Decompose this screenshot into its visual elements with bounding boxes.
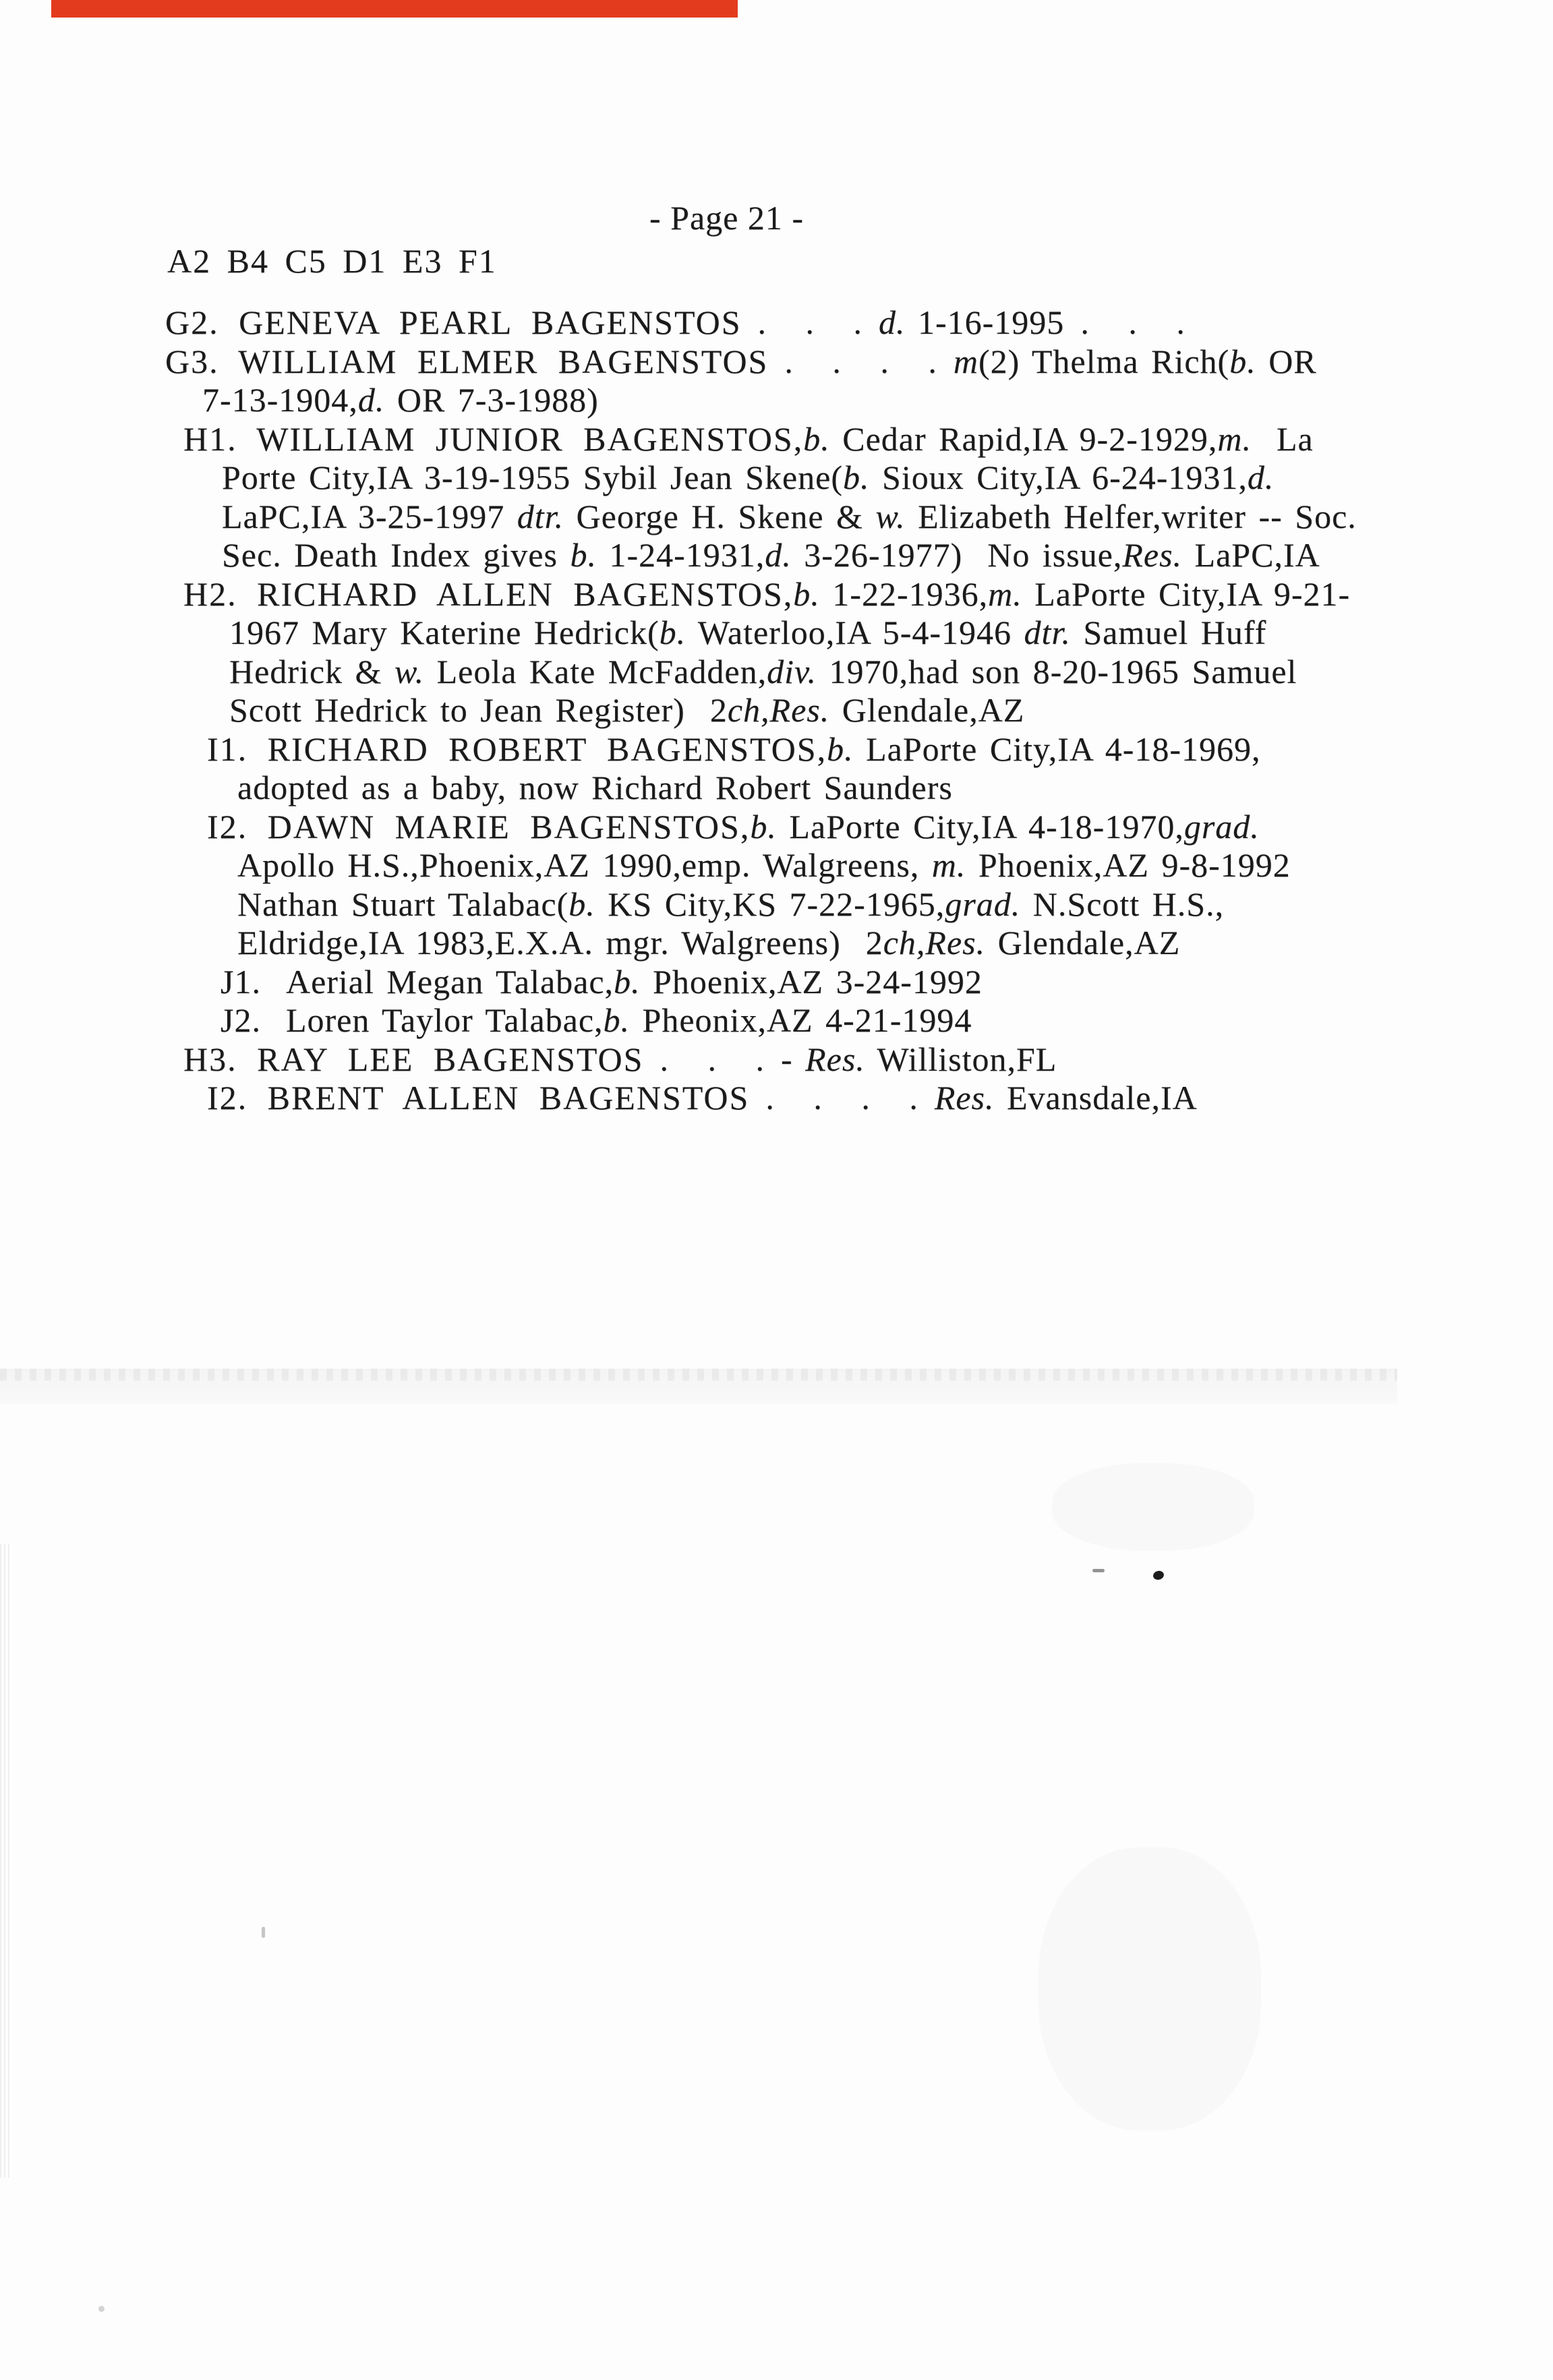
text-segment: w. (875, 497, 906, 535)
text-segment: d. (765, 536, 792, 574)
text-line (165, 575, 1487, 614)
text-segment: b. (793, 574, 820, 613)
text-segment: ch,Res. (727, 691, 830, 729)
text-segment: J2. Loren Taylor Talabac, (221, 1001, 604, 1039)
scan-artifact-ghost-patch-2 (1052, 1463, 1254, 1551)
text-line (165, 924, 1487, 963)
scan-artifact-ghost-patch (1038, 1847, 1261, 2131)
text-segment: LaPorte City,IA 4-18-1969, (853, 730, 1261, 768)
leader-dots: . . . (1080, 303, 1185, 341)
text-segment: Apollo H.S.,Phoenix,AZ 1990,emp. Walgreens, (237, 846, 932, 884)
text-line (165, 1001, 1487, 1040)
text-segment: 1967 Mary Katerine Hedrick( (229, 614, 660, 651)
text-line (165, 1040, 1487, 1079)
text-line (165, 691, 1487, 730)
text-segment: Sec. Death Index gives (222, 536, 570, 574)
text-segment: LaPorte City,IA 4-18-1970, (776, 807, 1184, 845)
text-segment: LaPC,IA 3-25-1997 (222, 497, 517, 535)
text-segment: Williston,FL (865, 1040, 1057, 1078)
leader-dots: . . . . (765, 1079, 918, 1117)
text-segment: b. (614, 962, 641, 1001)
text-segment: I1. RICHARD ROBERT BAGENSTOS, (207, 730, 827, 768)
text-segment: dtr. (517, 497, 564, 535)
text-segment: 1-24-1931, (596, 536, 765, 574)
text-segment: b. (803, 419, 830, 458)
scan-artifact-red-bar (51, 0, 738, 18)
text-line (165, 458, 1487, 498)
text-segment: OR 7-3-1988) (384, 381, 599, 419)
text-segment: b. (603, 1001, 631, 1039)
text-line (165, 1079, 1487, 1118)
text-segment: I2. BRENT ALLEN BAGENSTOS (207, 1079, 750, 1117)
text-segment: 1-16-1995 (905, 303, 1065, 341)
text-segment: KS City,KS 7-22-1965, (595, 885, 945, 923)
text-segment: b. (827, 730, 854, 768)
text-segment: adopted as a baby, now Richard Robert Saunders (237, 769, 953, 806)
text-segment: OR (1256, 342, 1317, 380)
text-segment: Sioux City,IA 6-24-1931, (869, 458, 1248, 496)
genealogy-lines (165, 303, 1487, 1118)
scan-artifact-ink-dot (1152, 1570, 1165, 1581)
text-line (165, 343, 1487, 382)
text-line (165, 614, 1487, 653)
text-segment: N.Scott H.S., (1020, 885, 1225, 923)
text-segment: w. (394, 652, 425, 690)
text-line (165, 769, 1487, 808)
text-segment: Scott Hedrick to Jean Register) 2 (229, 691, 728, 729)
text-segment: d. (1247, 458, 1274, 496)
text-segment: La (1251, 419, 1314, 458)
text-segment: 7-13-1904, (202, 381, 358, 419)
text-segment: Glendale,AZ (829, 691, 1025, 729)
text-segment: 1-22-1936, (819, 574, 989, 613)
text-line (165, 846, 1487, 885)
leader-dots: . . . (660, 1040, 765, 1078)
scan-artifact-small-mark (262, 1927, 265, 1938)
text-segment: grad. (945, 885, 1021, 923)
text-line (165, 963, 1487, 1002)
text-segment: d. (357, 381, 385, 419)
text-segment: Res. (1122, 536, 1183, 574)
text-line (165, 885, 1487, 924)
text-segment: George H. Skene & (564, 497, 876, 535)
text-line (165, 303, 1487, 343)
text-segment: Res. (805, 1040, 865, 1078)
text-line (165, 420, 1487, 459)
leader-dots: . . . (757, 303, 862, 341)
text-segment: 3-26-1977) No issue, (791, 536, 1123, 574)
text-segment: b. (750, 807, 777, 845)
leader-dots: . . . . (784, 342, 937, 380)
text-segment: Hedrick & (229, 652, 394, 690)
scan-artifact-ink-dash (1092, 1569, 1105, 1572)
text-segment: J1. Aerial Megan Talabac, (221, 962, 614, 1001)
text-segment: grad. (1183, 807, 1260, 845)
text-segment: G2. GENEVA PEARL BAGENSTOS (165, 303, 742, 341)
text-segment: (2) Thelma Rich( (978, 342, 1230, 380)
text-segment: b. (568, 885, 595, 923)
text-segment: G3. WILLIAM ELMER BAGENSTOS (165, 342, 769, 380)
text-segment: Samuel Huff (1070, 614, 1267, 651)
text-segment: d. (879, 303, 906, 341)
scan-artifact-edge-streaks (0, 1544, 9, 2178)
text-segment: b. (1229, 342, 1256, 380)
text-line (165, 536, 1487, 575)
text-segment: ch,Res. (883, 924, 986, 961)
text-segment: I2. DAWN MARIE BAGENSTOS, (207, 807, 751, 845)
text-segment: Nathan Stuart Talabac( (237, 885, 569, 923)
text-segment: Waterloo,IA 5-4-1946 (686, 614, 1024, 651)
text-segment: H3. RAY LEE BAGENSTOS (183, 1040, 644, 1078)
text-segment: Phoenix,AZ 9-8-1992 (966, 846, 1291, 884)
text-segment: Res. (934, 1079, 995, 1117)
text-line (165, 381, 1487, 420)
text-segment: Cedar Rapid,IA 9-2-1929, (829, 419, 1218, 458)
text-line (165, 498, 1487, 537)
text-segment: H1. WILLIAM JUNIOR BAGENSTOS, (183, 419, 804, 458)
text-segment: dtr. (1024, 614, 1071, 651)
text-line (165, 653, 1487, 692)
text-segment: Phoenix,AZ 3-24-1992 (640, 962, 983, 1001)
page-number-header: - Page 21 - (649, 199, 804, 237)
scan-artifact-faint-dot (98, 2306, 105, 2312)
text-segment: Elizabeth Helfer,writer -- Soc. (905, 497, 1357, 535)
text-line (165, 808, 1487, 847)
text-line (165, 730, 1487, 769)
text-segment: b. (843, 458, 870, 496)
text-segment: m. (1217, 419, 1252, 458)
text-segment: Pheonix,AZ 4-21-1994 (630, 1001, 972, 1039)
text-segment: b. (570, 536, 597, 574)
scan-artifact-gray-band (0, 1369, 1397, 1404)
text-segment: Evansdale,IA (994, 1079, 1198, 1117)
text-segment: m (953, 342, 978, 380)
text-segment: - (780, 1040, 806, 1078)
text-segment: Porte City,IA 3-19-1955 Sybil Jean Skene( (222, 458, 844, 496)
text-segment: Glendale,AZ (985, 924, 1181, 961)
text-segment: Eldridge,IA 1983,E.X.A. mgr. Walgreens) 2 (237, 924, 883, 961)
text-segment: b. (659, 614, 686, 651)
text-segment: div. (767, 652, 817, 690)
text-segment: LaPC,IA (1182, 536, 1320, 574)
text-segment: Leola Kate McFadden, (424, 652, 767, 690)
lineage-code: A2 B4 C5 D1 E3 F1 (167, 242, 497, 280)
text-segment: 1970,had son 8-20-1965 Samuel (817, 652, 1297, 690)
text-segment: m. (931, 846, 966, 884)
text-segment: H2. RICHARD ALLEN BAGENSTOS, (183, 574, 794, 613)
text-segment: LaPorte City,IA 9-21- (1022, 574, 1351, 613)
text-segment: m. (988, 574, 1022, 613)
